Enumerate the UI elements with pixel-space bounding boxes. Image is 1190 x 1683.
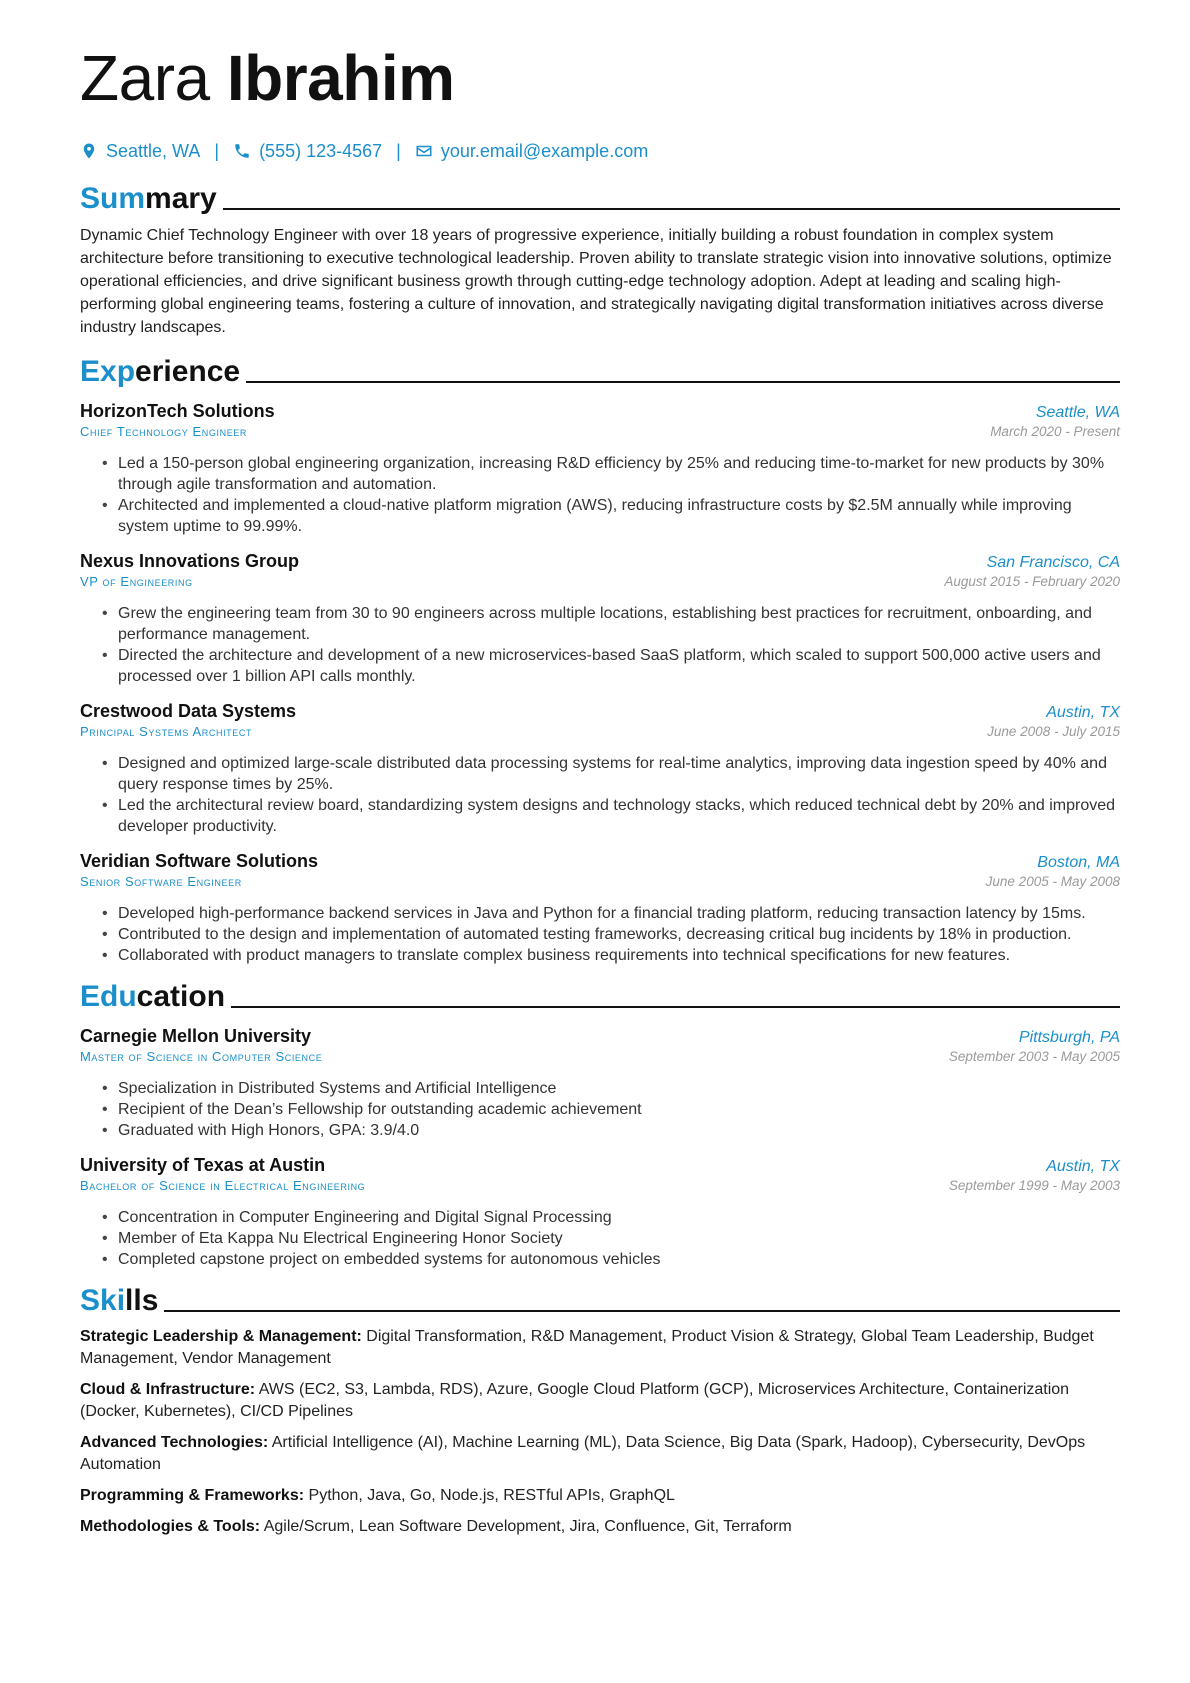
- list-item: • Graduated with High Honors, GPA: 3.9/4.0: [118, 1120, 1120, 1141]
- skill-value: Artificial Intelligence (AI), Machine Learning (ML), Data Science, Big Data (Spark, Hadoop), Cybersecurity, DevOps Automation: [80, 1434, 1086, 1473]
- list-item: • Recipient of the Dean’s Fellowship for outstanding academic achievement: [118, 1099, 1120, 1120]
- envelope-icon: [415, 142, 433, 160]
- bullet-list: [80, 1078, 1120, 1141]
- skill-row: [80, 1379, 1120, 1423]
- section-rule: [164, 1310, 1120, 1312]
- education-heading: Education: [80, 980, 1120, 1014]
- job-dates: August 2015 - February 2020: [944, 574, 1120, 589]
- contact-location: [80, 141, 200, 162]
- skill-label: Strategic Leadership & Management:: [80, 1328, 362, 1345]
- list-item: • Specialization in Distributed Systems and Artificial Intelligence: [118, 1078, 1120, 1099]
- phone-icon: [233, 142, 251, 160]
- education-entry: [80, 1155, 1120, 1270]
- company-name: Veridian Software Solutions: [80, 851, 319, 871]
- section-rule: [231, 1006, 1120, 1008]
- list-item: • Architected and implemented a cloud-native platform migration (AWS), reducing infrastructure costs by $2.5M annually while improving system uptime to 99.99%.: [118, 495, 1120, 537]
- resume-page: [80, 40, 1120, 1547]
- skill-value: Python, Java, Go, Node.js, RESTful APIs, GraphQL: [308, 1487, 675, 1504]
- bullet-list: [80, 453, 1120, 537]
- company-name: HorizonTech Solutions: [80, 401, 275, 421]
- study-dates: September 1999 - May 2003: [948, 1178, 1120, 1193]
- contact-separator: |: [396, 140, 401, 161]
- job-title: VP of Engineering: [80, 574, 193, 589]
- job-location: San Francisco, CA: [986, 554, 1120, 571]
- contact-email[interactable]: [415, 141, 648, 162]
- study-dates: September 2003 - May 2005: [948, 1049, 1120, 1064]
- location-text: Seattle, WA: [106, 140, 201, 161]
- first-name: Zara: [80, 42, 210, 114]
- job-title: Senior Software Engineer: [80, 874, 242, 889]
- section-rule: [223, 208, 1120, 210]
- experience-entry: [80, 701, 1120, 837]
- skills-heading: Skills: [80, 1284, 1120, 1318]
- job-dates: June 2005 - May 2008: [985, 874, 1120, 889]
- school-name: Carnegie Mellon University: [80, 1026, 312, 1046]
- bullet-list: [80, 903, 1120, 966]
- bullet-list: [80, 753, 1120, 837]
- list-item: • Led the architectural review board, standardizing system designs and technology stacks, which reduced technical debt by 20% and improved developer productivity.: [118, 795, 1120, 837]
- skill-value: Digital Transformation, R&D Management, Product Vision & Strategy, Global Team Leadership, Budget Management, Vendor Management: [80, 1328, 1094, 1367]
- list-item: • Member of Eta Kappa Nu Electrical Engineering Honor Society: [118, 1228, 1120, 1249]
- list-item: • Directed the architecture and development of a new microservices-based SaaS platform, which scaled to support 500,000 active users and processed over 1 billion API calls monthly.: [118, 645, 1120, 687]
- last-name: Ibrahim: [226, 42, 455, 114]
- list-item: • Led a 150-person global engineering organization, increasing R&D efficiency by 25% and reducing time-to-market for new products by 30% through agile transformation and automation.: [118, 453, 1120, 495]
- list-item: • Contributed to the design and implementation of automated testing frameworks, decreasing critical bug incidents by 18% in production.: [118, 924, 1120, 945]
- section-rule: [246, 381, 1120, 383]
- skill-row: [80, 1432, 1120, 1476]
- job-dates: March 2020 - Present: [990, 424, 1120, 439]
- summary-text: Dynamic Chief Technology Engineer with over 18 years of progressive experience, initially building a robust foundation in complex system architecture before transitioning to executive technological leadership. Proven ability to translate strategic vision into innovative solutions, optimize operational efficiencies, and drive significant business growth through cutting-edge technology adoption. Adept at leading and scaling high-performing global engineering teams, fostering a culture of innovation, and strategically navigating digital transformation initiatives across diverse industry landscapes.: [80, 227, 1112, 336]
- bullet-list: [80, 1207, 1120, 1270]
- school-name: University of Texas at Austin: [80, 1155, 326, 1175]
- contact-separator: |: [214, 140, 220, 161]
- skill-row: [80, 1326, 1120, 1370]
- skill-label: Programming & Frameworks:: [80, 1487, 305, 1504]
- list-item: • Developed high-performance backend services in Java and Python for a financial trading platform, reducing transaction latency by 15ms.: [118, 903, 1120, 924]
- skill-label: Advanced Technologies:: [80, 1434, 269, 1451]
- phone-text: (555) 123-4567: [259, 140, 383, 161]
- job-title: Chief Technology Engineer: [80, 424, 248, 439]
- contact-bar: [80, 138, 1120, 164]
- school-location: Austin, TX: [1046, 1158, 1120, 1175]
- email-text: your.email@example.com: [440, 140, 649, 161]
- experience-heading: Experience: [80, 355, 1120, 389]
- contact-phone[interactable]: [233, 141, 382, 162]
- list-item: • Grew the engineering team from 30 to 90 engineers across multiple locations, establishing best practices for recruitment, onboarding, and performance management.: [118, 603, 1120, 645]
- company-name: Crestwood Data Systems: [80, 701, 297, 721]
- job-location: Boston, MA: [1037, 854, 1120, 871]
- list-item: • Concentration in Computer Engineering and Digital Signal Processing: [118, 1207, 1120, 1228]
- experience-entry: [80, 851, 1120, 966]
- degree-title: Master of Science in Computer Science: [80, 1049, 323, 1064]
- skill-label: Methodologies & Tools:: [80, 1518, 261, 1535]
- skill-value: AWS (EC2, S3, Lambda, RDS), Azure, Google Cloud Platform (GCP), Microservices Architecture, Containerization (Docker, Kubernetes), CI/CD Pipelines: [80, 1381, 1070, 1420]
- job-title: Principal Systems Architect: [80, 724, 253, 739]
- skills-list: [80, 1326, 1120, 1538]
- school-location: Pittsburgh, PA: [1018, 1029, 1120, 1046]
- education-entry: [80, 1026, 1120, 1141]
- skill-row: [80, 1485, 1120, 1507]
- map-pin-icon: [80, 142, 98, 160]
- job-dates: June 2008 - July 2015: [987, 724, 1120, 739]
- job-location: Seattle, WA: [1035, 404, 1120, 421]
- candidate-name: [80, 40, 1120, 116]
- skill-value: Agile/Scrum, Lean Software Development, Jira, Confluence, Git, Terraform: [263, 1518, 792, 1535]
- list-item: • Designed and optimized large-scale distributed data processing systems for real-time analytics, improving data ingestion speed by 40% and query response times by 25%.: [118, 753, 1120, 795]
- degree-title: Bachelor of Science in Electrical Engineering: [80, 1178, 366, 1193]
- company-name: Nexus Innovations Group: [80, 551, 300, 571]
- list-item: • Completed capstone project on embedded systems for autonomous vehicles: [118, 1249, 1120, 1270]
- skill-row: [80, 1516, 1120, 1538]
- job-location: Austin, TX: [1046, 704, 1120, 721]
- list-item: • Collaborated with product managers to translate complex business requirements into technical specifications for new features.: [118, 945, 1120, 966]
- skill-label: Cloud & Infrastructure:: [80, 1381, 256, 1398]
- experience-entry: [80, 551, 1120, 687]
- summary-heading: Summary: [80, 182, 1120, 216]
- experience-entry: [80, 401, 1120, 537]
- bullet-list: [80, 603, 1120, 687]
